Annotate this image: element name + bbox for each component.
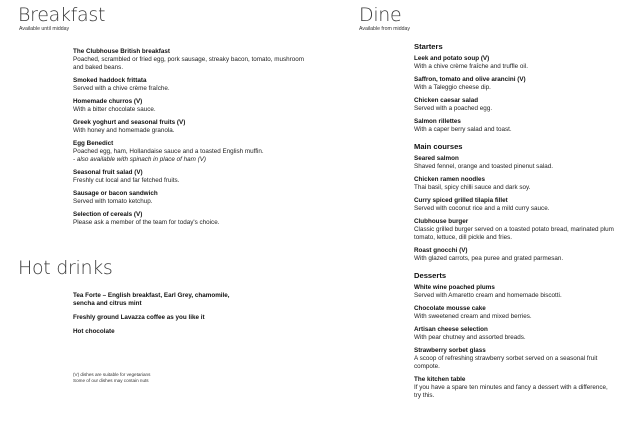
menu-item <box>414 347 614 371</box>
menu-item <box>414 284 614 300</box>
menu-item <box>414 305 614 321</box>
item-name: Strawberry sorbet glass <box>414 347 486 354</box>
item-name: Egg Benedict <box>73 140 114 147</box>
menu-item <box>414 176 614 192</box>
section-heading: Starters <box>414 42 443 51</box>
item-description: A scoop of refreshing strawberry sorbet served on a seasonal fruit compote. <box>414 355 598 370</box>
item-name: Selection of cereals (V) <box>73 211 143 218</box>
menu-item <box>73 77 308 93</box>
item-name: Freshly ground Lavazza coffee as you like it <box>73 314 205 321</box>
menu-item <box>73 328 243 336</box>
dine-subtitle: Available from midday <box>359 26 410 32</box>
menu-item <box>414 376 614 400</box>
item-description: With sweetened cream and mixed berries. <box>414 313 532 320</box>
menu-item <box>73 169 308 185</box>
menu-item <box>73 119 308 135</box>
item-description: Shaved fennel, orange and toasted pinenut salad. <box>414 163 553 170</box>
item-name: Homemade churros (V) <box>73 98 143 105</box>
section-heading: Main courses <box>414 142 463 151</box>
breakfast-title: Breakfast <box>18 4 106 26</box>
menu-item <box>414 155 614 171</box>
menu-item <box>414 76 614 92</box>
footnote: (V) dishes are suitable for vegetarians <box>73 372 151 377</box>
item-name: Curry spiced grilled tilapia fillet <box>414 197 508 204</box>
menu-item <box>414 247 614 263</box>
section-desserts <box>414 271 614 400</box>
item-name: Artisan cheese selection <box>414 326 488 333</box>
dine-column <box>357 0 640 399</box>
item-name: Chicken ramen noodles <box>414 176 486 183</box>
item-name: Greek yoghurt and seasonal fruits (V) <box>73 119 186 126</box>
item-name: Salmon rillettes <box>414 118 461 125</box>
menu-item <box>414 326 614 342</box>
item-name: Chicken caesar salad <box>414 97 479 104</box>
item-description: Served with coconut rice and a mild curry sauce. <box>414 205 550 212</box>
item-note: - also available with spinach in place of ham (V) <box>73 156 207 163</box>
item-name: Seared salmon <box>414 155 459 162</box>
item-name: Hot chocolate <box>73 328 115 335</box>
dine-menu-list <box>414 42 614 405</box>
item-name: Seasonal fruit salad (V) <box>73 169 143 176</box>
menu-item <box>73 98 308 114</box>
section-heading: Desserts <box>414 271 447 280</box>
menu-item <box>414 118 614 134</box>
menu-item <box>414 55 614 71</box>
section-main-courses <box>414 142 614 263</box>
item-name: Clubhouse burger <box>414 218 469 225</box>
hot-drinks-list <box>73 292 243 341</box>
item-description: With a chive crème fraîche and truffle oil. <box>414 63 528 70</box>
item-description: With honey and homemade granola. <box>73 127 175 134</box>
item-name: The kitchen table <box>414 376 466 383</box>
item-description: Poached egg, ham, Hollandaise sauce and a toasted English muffin. <box>73 148 264 155</box>
menu-item <box>414 97 614 113</box>
item-description: Classic grilled burger served on a toasted potato bread, marinated plum tomato, lettuce, dill pickle and fries. <box>414 226 614 241</box>
item-description: If you have a spare ten minutes and fancy a dessert with a difference, try this. <box>414 384 608 399</box>
item-name: Tea Forte – English breakfast, Earl Grey, chamomile, sencha and citrus mint <box>73 292 230 307</box>
footnote: Some of our dishes may contain nuts <box>73 378 149 383</box>
menu-item <box>73 292 243 308</box>
item-name: The Clubhouse British breakfast <box>73 48 170 55</box>
menu-item <box>73 140 308 164</box>
item-description: Served with tomato ketchup. <box>73 198 153 205</box>
item-name: Saffron, tomato and olive arancini (V) <box>414 76 526 83</box>
hot-drinks-title: Hot drinks <box>18 257 113 279</box>
item-description: Thai basil, spicy chilli sauce and dark soy. <box>414 184 531 191</box>
breakfast-subtitle: Available until midday <box>19 26 70 32</box>
section-starters <box>414 42 614 134</box>
item-name: Chocolate mousse cake <box>414 305 486 312</box>
item-description: With a Taleggio cheese dip. <box>414 84 491 91</box>
item-name: Roast gnocchi (V) <box>414 247 468 254</box>
item-description: Served with a poached egg. <box>414 105 493 112</box>
menu-item <box>73 211 308 227</box>
item-description: With pear chutney and assorted breads. <box>414 334 526 341</box>
item-name: Sausage or bacon sandwich <box>73 190 158 197</box>
item-name: Leek and potato soup (V) <box>414 55 490 62</box>
menu-item <box>73 190 308 206</box>
item-description: Poached, scrambled or fried egg, pork sausage, streaky bacon, tomato, mushroom and baked beans. <box>73 56 305 71</box>
menu-item <box>414 197 614 213</box>
item-description: Served with Amaretto cream and homemade biscotti. <box>414 292 562 299</box>
menu-item <box>414 218 614 242</box>
item-description: With a bitter chocolate sauce. <box>73 106 156 113</box>
item-name: White wine poached plums <box>414 284 495 291</box>
item-description: Please ask a member of the team for today's choice. <box>73 219 220 226</box>
footnotes <box>73 372 233 384</box>
item-description: With glazed carrots, pea puree and grated parmesan. <box>414 255 564 262</box>
breakfast-menu-list <box>73 48 308 232</box>
menu-item <box>73 48 308 72</box>
item-name: Smoked haddock frittata <box>73 77 147 84</box>
dine-title: Dine <box>359 4 402 26</box>
item-description: With a caper berry salad and toast. <box>414 126 512 133</box>
item-description: Served with a chive crème fraîche. <box>73 85 170 92</box>
menu-item <box>73 314 243 322</box>
item-description: Freshly cut local and far fetched fruits. <box>73 177 180 184</box>
breakfast-column <box>0 0 340 383</box>
